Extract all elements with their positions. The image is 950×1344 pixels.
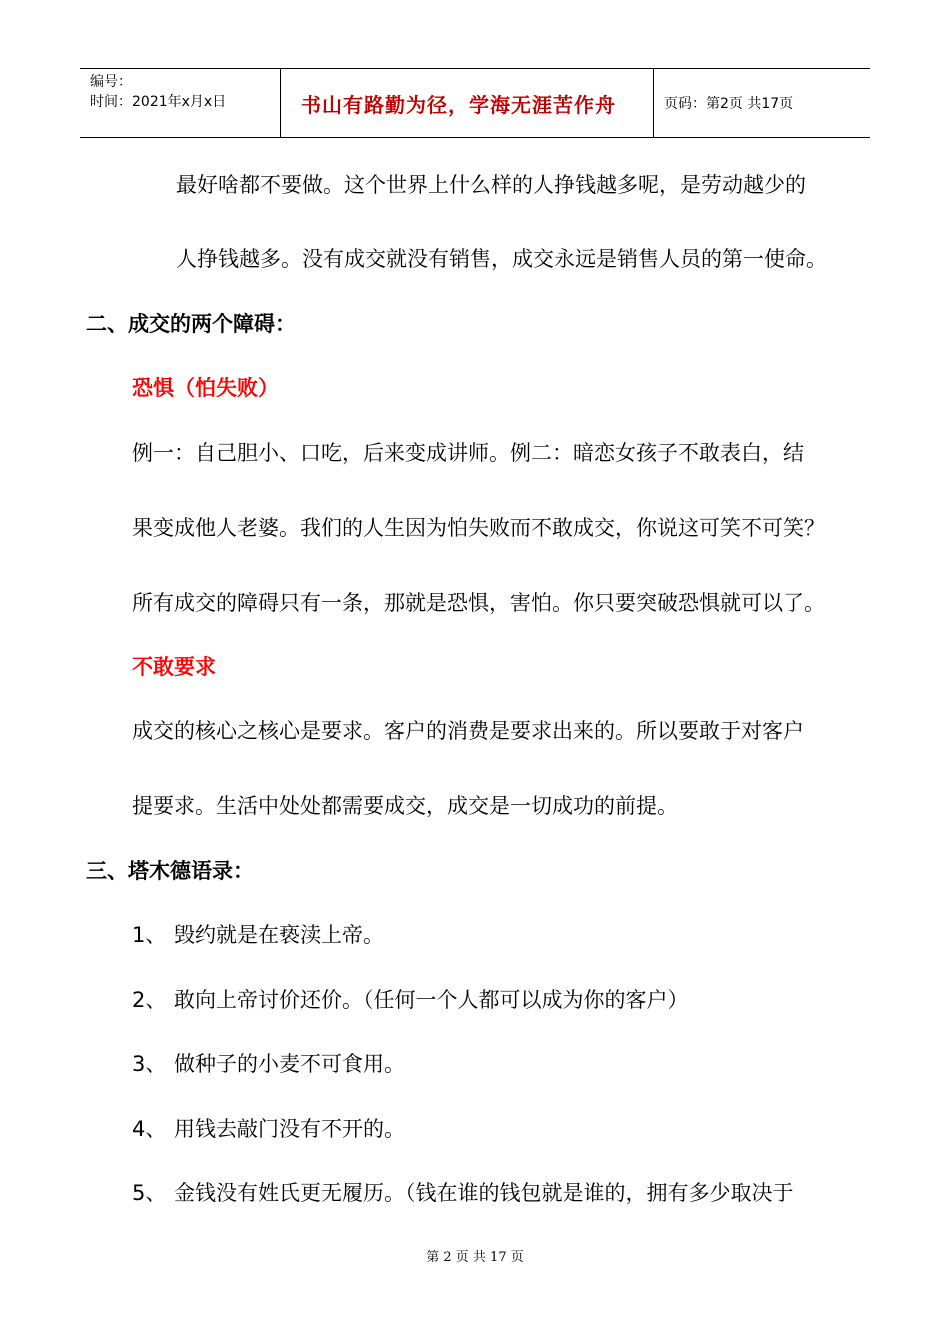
document-number-label: 编号： bbox=[90, 74, 132, 90]
paragraph-line: 成交的核心之核心是要求。客户的消费是要求出来的。所以要敢于对客户 bbox=[132, 719, 804, 743]
section-heading: 三、塔木德语录： bbox=[86, 859, 254, 883]
subheading-ask: 不敢要求 bbox=[132, 655, 216, 679]
list-item bbox=[132, 1050, 405, 1078]
header-motto: 书山有路勤为径，学海无涯苦作舟 bbox=[301, 92, 616, 117]
page-header bbox=[80, 68, 870, 138]
header-page-info-cell bbox=[654, 69, 870, 137]
paragraph-line: 最好啥都不要做。这个世界上什么样的人挣钱越多呢，是劳动越少的 bbox=[176, 173, 806, 197]
header-page-info: 页码：第2页 共17页 bbox=[664, 96, 794, 112]
list-item-number: 2、 bbox=[132, 988, 167, 1012]
page-footer: 第 2 页 共 17 页 bbox=[426, 1250, 524, 1265]
list-item-text: 做种子的小麦不可食用。 bbox=[174, 1052, 405, 1076]
list-item-text: 用钱去敲门没有不开的。 bbox=[174, 1117, 405, 1141]
paragraph-line: 人挣钱越多。没有成交就没有销售，成交永远是销售人员的第一使命。 bbox=[176, 247, 827, 271]
list-item-text: 毁约就是在亵渎上帝。 bbox=[174, 923, 384, 947]
header-meta bbox=[80, 69, 281, 137]
list-item bbox=[132, 1115, 405, 1143]
paragraph-line: 例一：自己胆小、口吃，后来变成讲师。例二：暗恋女孩子不敢表白，结 bbox=[132, 441, 804, 465]
header-motto-cell bbox=[281, 69, 654, 137]
paragraph-line: 果变成他人老婆。我们的人生因为怕失败而不敢成交，你说这可笑不可笑？ bbox=[132, 516, 825, 540]
list-item-text: 金钱没有姓氏更无履历。（钱在谁的钱包就是谁的，拥有多少取决于 bbox=[174, 1181, 794, 1205]
document-date: 时间：2021年x月x日 bbox=[90, 94, 227, 110]
list-item-number: 1、 bbox=[132, 923, 167, 947]
list-item-number: 4、 bbox=[132, 1117, 167, 1141]
list-item bbox=[132, 1179, 794, 1207]
list-item-text: 敢向上帝讨价还价。（任何一个人都可以成为你的客户） bbox=[174, 988, 689, 1012]
list-item-number: 5、 bbox=[132, 1181, 167, 1205]
list-item-number: 3、 bbox=[132, 1052, 167, 1076]
paragraph-line: 提要求。生活中处处都需要成交，成交是一切成功的前提。 bbox=[132, 794, 678, 818]
list-item bbox=[132, 986, 689, 1014]
paragraph-line: 所有成交的障碍只有一条，那就是恐惧，害怕。你只要突破恐惧就可以了。 bbox=[132, 591, 825, 615]
list-item bbox=[132, 921, 384, 949]
section-heading: 二、成交的两个障碍： bbox=[86, 312, 296, 336]
subheading-fear: 恐惧（怕失败） bbox=[132, 376, 279, 400]
